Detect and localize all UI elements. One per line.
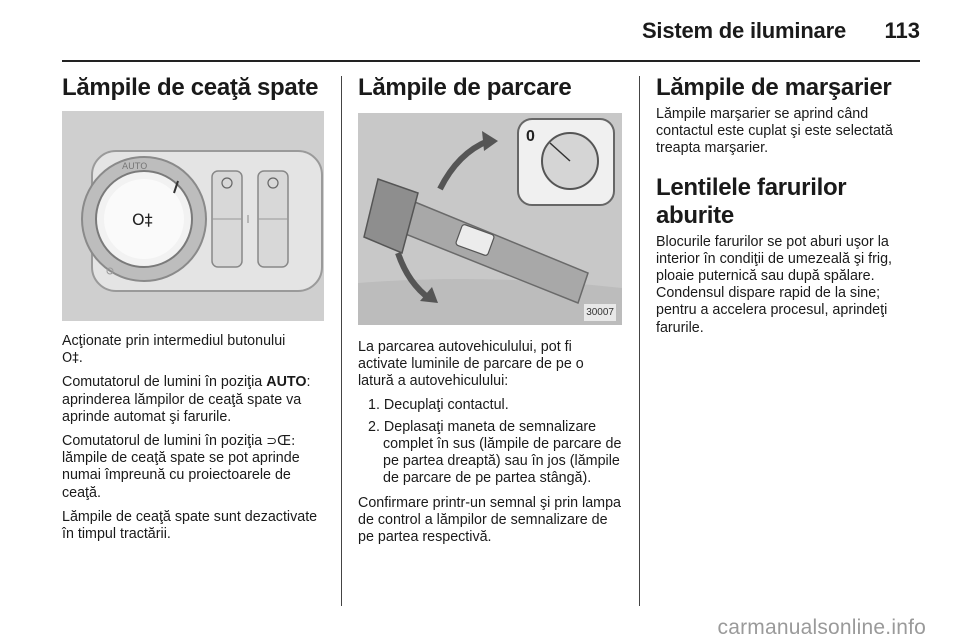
footer-watermark: carmanualsonline.info xyxy=(717,616,926,639)
turn-signal-lever-figure xyxy=(358,113,622,325)
paragraph-2: Blocurile farurilor se pot aburi uşor la interior în condiţii de umezeală şi frig, ploaie puternică sau după spălare. Condensul dispare rapid de la sine; pentru a accelera procesul, aprindeţi farurile. xyxy=(656,233,893,336)
turn-signal-lever-illustration xyxy=(358,113,622,325)
parking-lamps-section xyxy=(358,74,623,546)
rear-fog-lamps-section xyxy=(62,74,330,543)
steps-list xyxy=(358,397,623,488)
list-item: 2. Deplasaţi maneta de semnalizare complet în sus (lămpile de parcare de pe partea dreaptă) sau în jos (lămpile de parcare de pe partea stângă). xyxy=(368,418,622,487)
paragraph-1: La parcarea autovehiculului, pot fi activate luminile de parcare de pe o latură a autovehiculului: xyxy=(358,339,584,390)
light-switch-figure xyxy=(62,111,324,321)
paragraph-1: Acţionate prin intermediul butonului O‡. xyxy=(62,333,286,367)
column-divider-1 xyxy=(341,76,342,606)
page-header xyxy=(0,0,960,62)
rear-fog-lamps-heading: Lămpile de ceaţă spate xyxy=(62,74,319,101)
page-number: 113 xyxy=(884,18,920,43)
paragraph-2: Comutatorul de lumini în poziţia AUTO: aprinderea lămpilor de ceaţă spate va aprinde automat şi farurile. xyxy=(62,374,311,425)
rear-fog-lamp-symbol: O‡. xyxy=(62,351,83,367)
position-zero-label: 0 xyxy=(526,128,535,145)
paragraph-3: Comutatorul de lumini în poziţia ⊃Œ: lămpile de ceaţă spate se pot aprinde numai împreună cu proiectoarele de ceaţă. xyxy=(62,433,300,501)
svg-text:AUTO: AUTO xyxy=(122,162,148,172)
fog-lamp-symbol: ⊃Œ: xyxy=(266,434,296,450)
reverse-lamps-heading: Lămpile de marşarier xyxy=(656,74,892,101)
section-title: Sistem de iluminare xyxy=(641,18,846,43)
reverse-lamps-section xyxy=(656,74,922,337)
light-switch-illustration xyxy=(62,111,324,321)
auto-label: AUTO xyxy=(266,374,307,391)
rear-fog-lamp-icon: O‡ xyxy=(132,210,153,229)
paragraph-2: Confirmare printr-un semnal şi prin lampa de control a lămpilor de semnalizare de pe partea respectivă. xyxy=(358,494,621,546)
parking-lamps-heading: Lămpile de parcare xyxy=(358,74,572,101)
paragraph-1: Lămpile marşarier se aprind când contactul este cuplat şi este selectată treapta marşarier. xyxy=(656,106,893,157)
column-divider-2 xyxy=(639,76,640,606)
misted-lenses-heading: Lentilele farurilor aburite xyxy=(656,173,847,229)
figure-number: 30007 xyxy=(584,304,616,321)
header-divider xyxy=(62,60,920,62)
paragraph-4: Lămpile de ceaţă spate sunt dezactivate în timpul tractării. xyxy=(62,508,318,543)
list-item: 1. Decuplaţi contactul. xyxy=(368,396,509,413)
